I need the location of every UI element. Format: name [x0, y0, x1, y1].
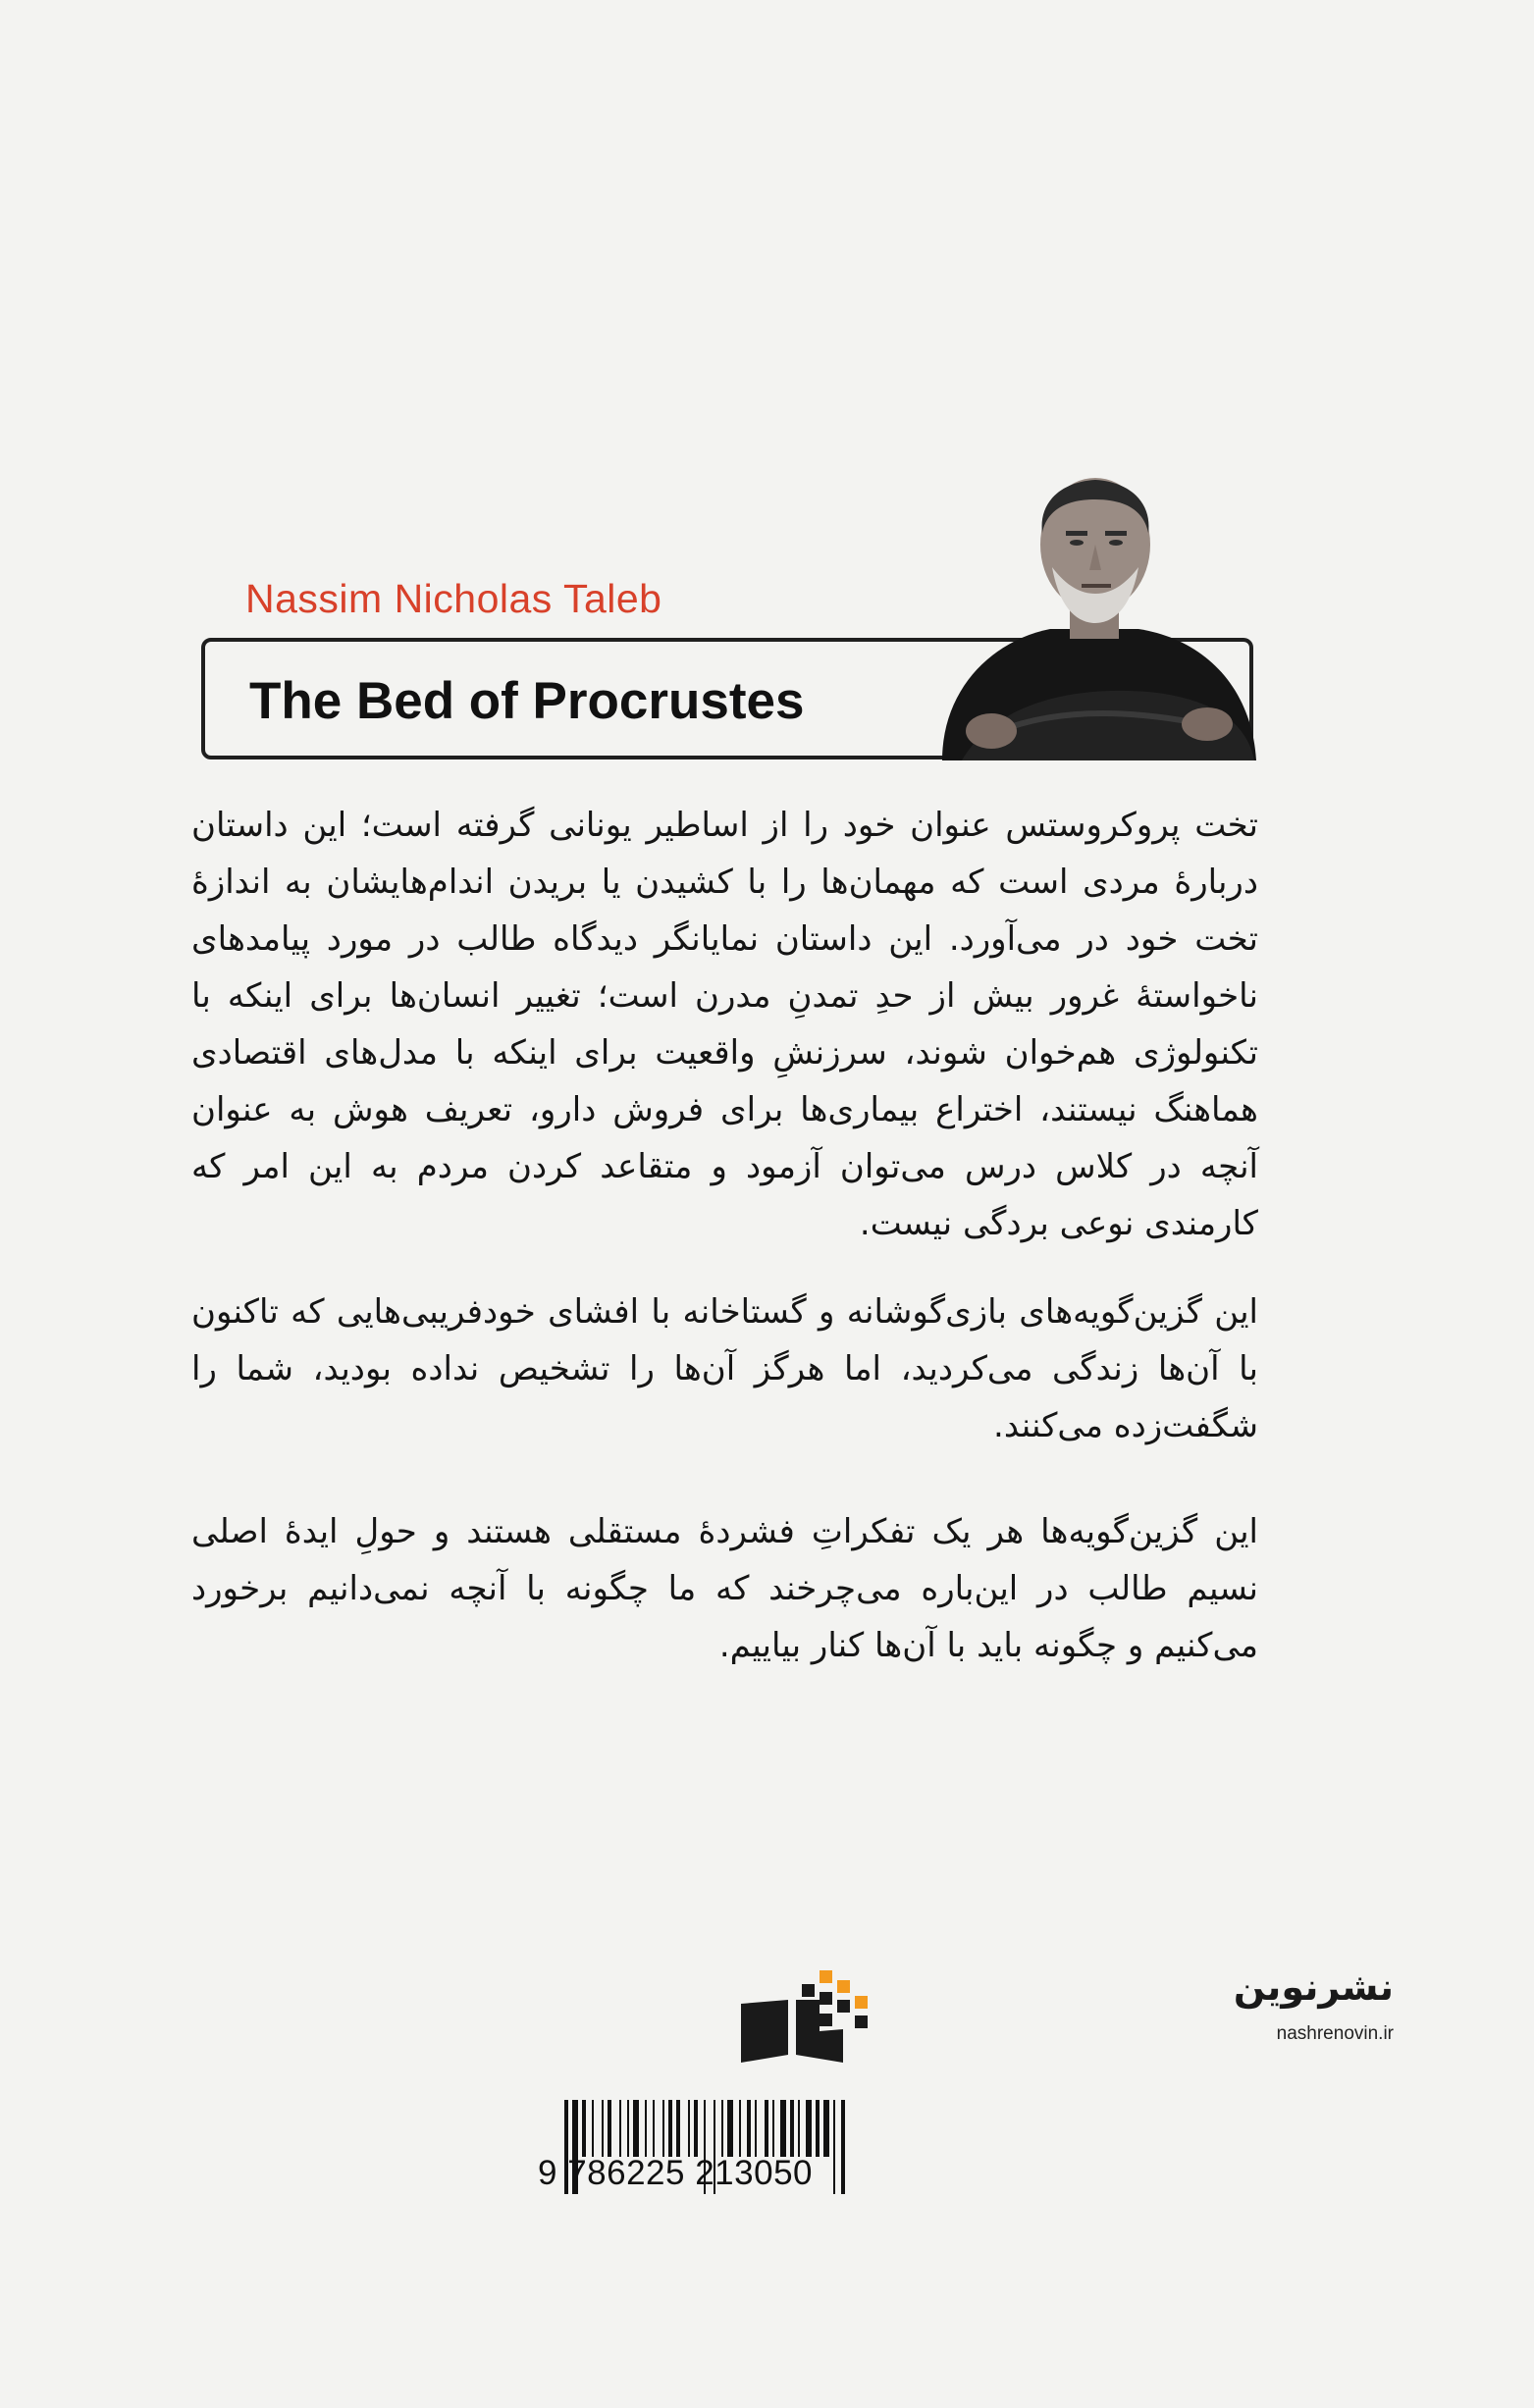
book-pixel-logo-icon [739, 1970, 906, 2064]
description-paragraph-3: این گزین‌گویه‌ها هر یک تفکراتِ فشردهٔ مستقلی هستند و حولِ ایدهٔ اصلی نسیم طالب در این‌باره می‌چرخند که ما چگونه با آنچه نمی‌دانیم برخورد می‌کنیم و چگونه باید با آن‌ها کنار بیاییم. [191, 1512, 1258, 1665]
barcode-bar [739, 2100, 741, 2157]
description-paragraph-1: تخت پروکروستس عنوان خود را از اساطیر یونانی گرفته است؛ این داستان دربارهٔ مردی است که مهمان‌ها را با کشیدن یا بریدن اندام‌هایشان به اندازهٔ تخت خود در می‌آورد. این داستان نمایانگر دیدگاه طالب در مورد پیامدهای ناخواستهٔ غرور بیش از حدِ تمدنِ مدرن است؛ تغییر انسان‌ها برای اینکه با تکنولوژی هم‌خوان شوند، سرزنشِ واقعیت برای اینکه با مدل‌های اقتصادی هماهنگ نیستند، اختراع بیماری‌ها برای فروش دارو، تعریف هوش به عنوان آنچه در کلاس درس می‌توان آزمود و متقاعد کردن مردم به این امر که کارمندی نوعی بردگی نیست. [191, 806, 1258, 1243]
barcode-bar [662, 2100, 664, 2157]
barcode-bar [798, 2100, 800, 2157]
barcode-bar [627, 2100, 629, 2157]
isbn-number: 9 786225 213050 [538, 2154, 813, 2192]
barcode-bar [780, 2100, 786, 2157]
barcode-bar [592, 2100, 594, 2157]
barcode-bar [823, 2100, 829, 2157]
description-paragraph-2: این گزین‌گویه‌های بازی‌گوشانه و گستاخانه با افشای خودفریبی‌هایی که تاکنون با آن‌ها زندگی می‌کردید، اما هرگز آن‌ها را تشخیص نداده بودید، شما را شگفت‌زده می‌کنند. [191, 1292, 1258, 1445]
barcode-bar [676, 2100, 680, 2157]
barcode-bar [816, 2100, 820, 2157]
barcode-bar [790, 2100, 794, 2157]
barcode-bar [806, 2100, 812, 2157]
barcode-bar [694, 2100, 698, 2157]
barcode-bar [727, 2100, 733, 2157]
author-name: Nassim Nicholas Taleb [245, 576, 662, 621]
barcode-bar [765, 2100, 768, 2157]
barcode-bar [688, 2100, 690, 2157]
author-portrait [923, 474, 1258, 760]
barcode-bar [653, 2100, 655, 2157]
barcode-bar [668, 2100, 672, 2157]
barcode-bar [833, 2100, 835, 2194]
barcode-bar [747, 2100, 751, 2157]
publisher-url: nashrenovin.ir [1276, 2023, 1394, 2044]
barcode-bar [633, 2100, 639, 2157]
barcode-bar [608, 2100, 611, 2157]
barcode-bar [755, 2100, 757, 2157]
barcode-bar [721, 2100, 723, 2157]
barcode-bar [841, 2100, 845, 2194]
barcode-bar [772, 2100, 774, 2157]
publisher-name: نشرنوین [1233, 1965, 1394, 2009]
barcode-bar [582, 2100, 586, 2157]
barcode-bar [602, 2100, 604, 2157]
barcode-bar [645, 2100, 647, 2157]
book-title: The Bed of Procrustes [249, 672, 805, 730]
barcode-bar [619, 2100, 621, 2157]
